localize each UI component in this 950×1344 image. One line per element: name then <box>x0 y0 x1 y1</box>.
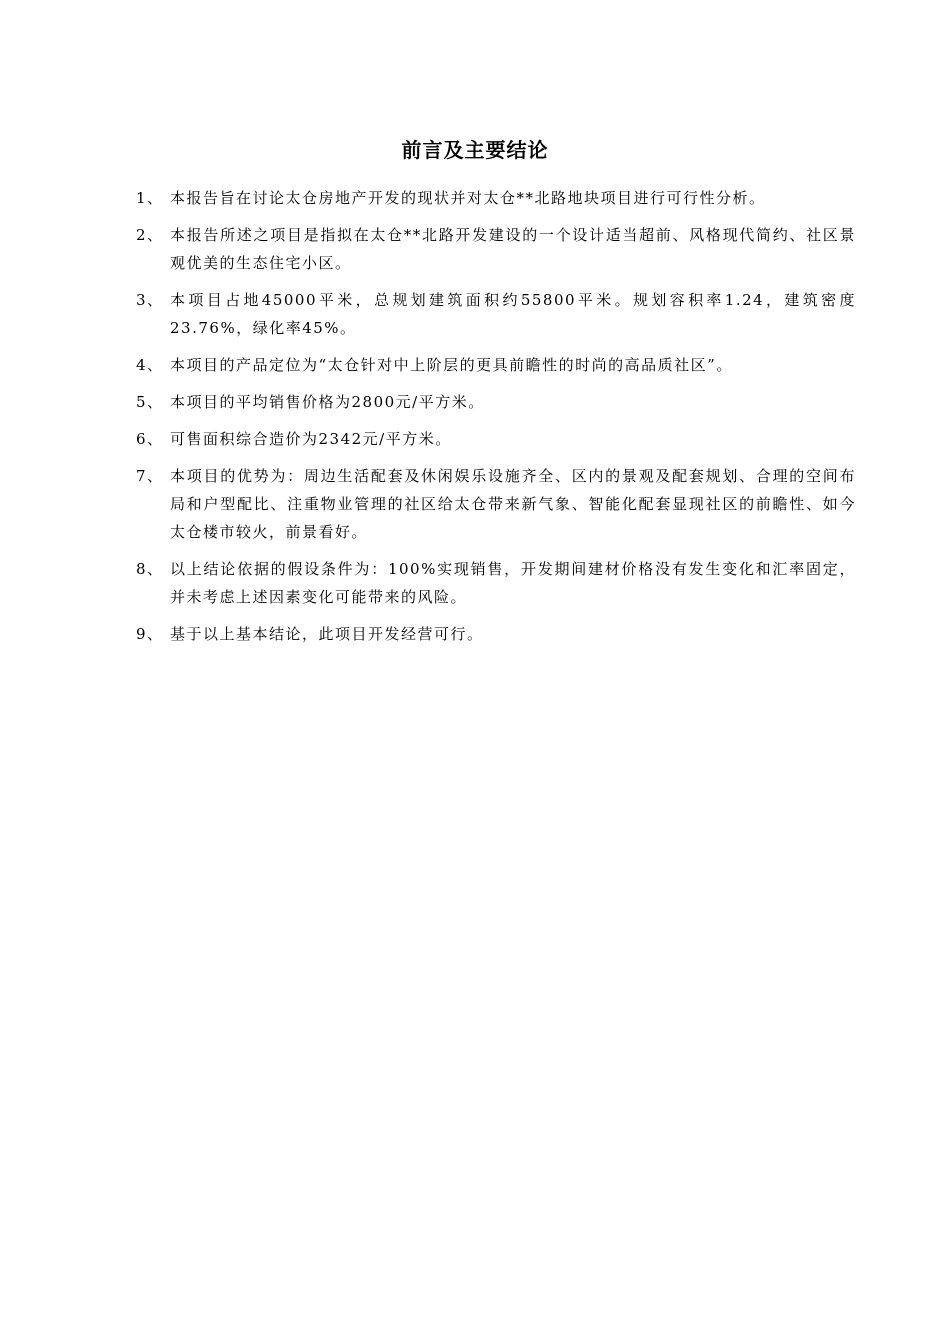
list-item <box>136 620 856 648</box>
item-text: 本报告旨在讨论太仓房地产开发的现状并对太仓**北路地块项目进行可行性分析。 <box>170 189 766 207</box>
list-item <box>136 388 856 416</box>
item-text: 以上结论依据的假设条件为：100%实现销售，开发期间建材价格没有发生变化和汇率固定，并未考虑上述因素变化可能带来的风险。 <box>170 560 856 606</box>
item-text: 本项目的平均销售价格为2800元/平方米。 <box>170 393 485 411</box>
list-item <box>136 286 856 342</box>
item-number: 9、 <box>136 625 164 643</box>
list-item <box>136 184 856 212</box>
item-text: 本项目的优势为：周边生活配套及休闲娱乐设施齐全、区内的景观及配套规划、合理的空间布局和户型配比、注重物业管理的社区给太仓带来新气象、智能化配套显现社区的前瞻性、如今太仓楼市较火，前景看好。 <box>170 467 856 541</box>
list-item <box>136 425 856 453</box>
item-number: 3、 <box>136 291 164 309</box>
page-title: 前言及主要结论 <box>401 138 549 162</box>
list-item <box>136 462 856 546</box>
list-item <box>136 221 856 277</box>
item-text: 本报告所述之项目是指拟在太仓**北路开发建设的一个设计适当超前、风格现代简约、社区景观优美的生态住宅小区。 <box>170 226 856 272</box>
item-text: 本项目的产品定位为“太仓针对中上阶层的更具前瞻性的时尚的高品质社区”。 <box>170 356 733 374</box>
item-number: 5、 <box>136 393 164 411</box>
item-text: 可售面积综合造价为2342元/平方米。 <box>170 430 452 448</box>
item-number: 7、 <box>136 467 164 485</box>
item-number: 8、 <box>136 560 164 578</box>
item-text: 基于以上基本结论，此项目开发经营可行。 <box>170 625 484 643</box>
item-number: 4、 <box>136 356 164 374</box>
item-text: 本项目占地45000平米，总规划建筑面积约55800平米。规划容积率1.24，建筑密度23.76%，绿化率45%。 <box>170 291 856 337</box>
item-number: 1、 <box>136 189 164 207</box>
item-number: 2、 <box>136 226 164 244</box>
item-number: 6、 <box>136 430 164 448</box>
list-item <box>136 555 856 611</box>
list-item <box>136 351 856 379</box>
conclusion-list <box>136 184 856 657</box>
